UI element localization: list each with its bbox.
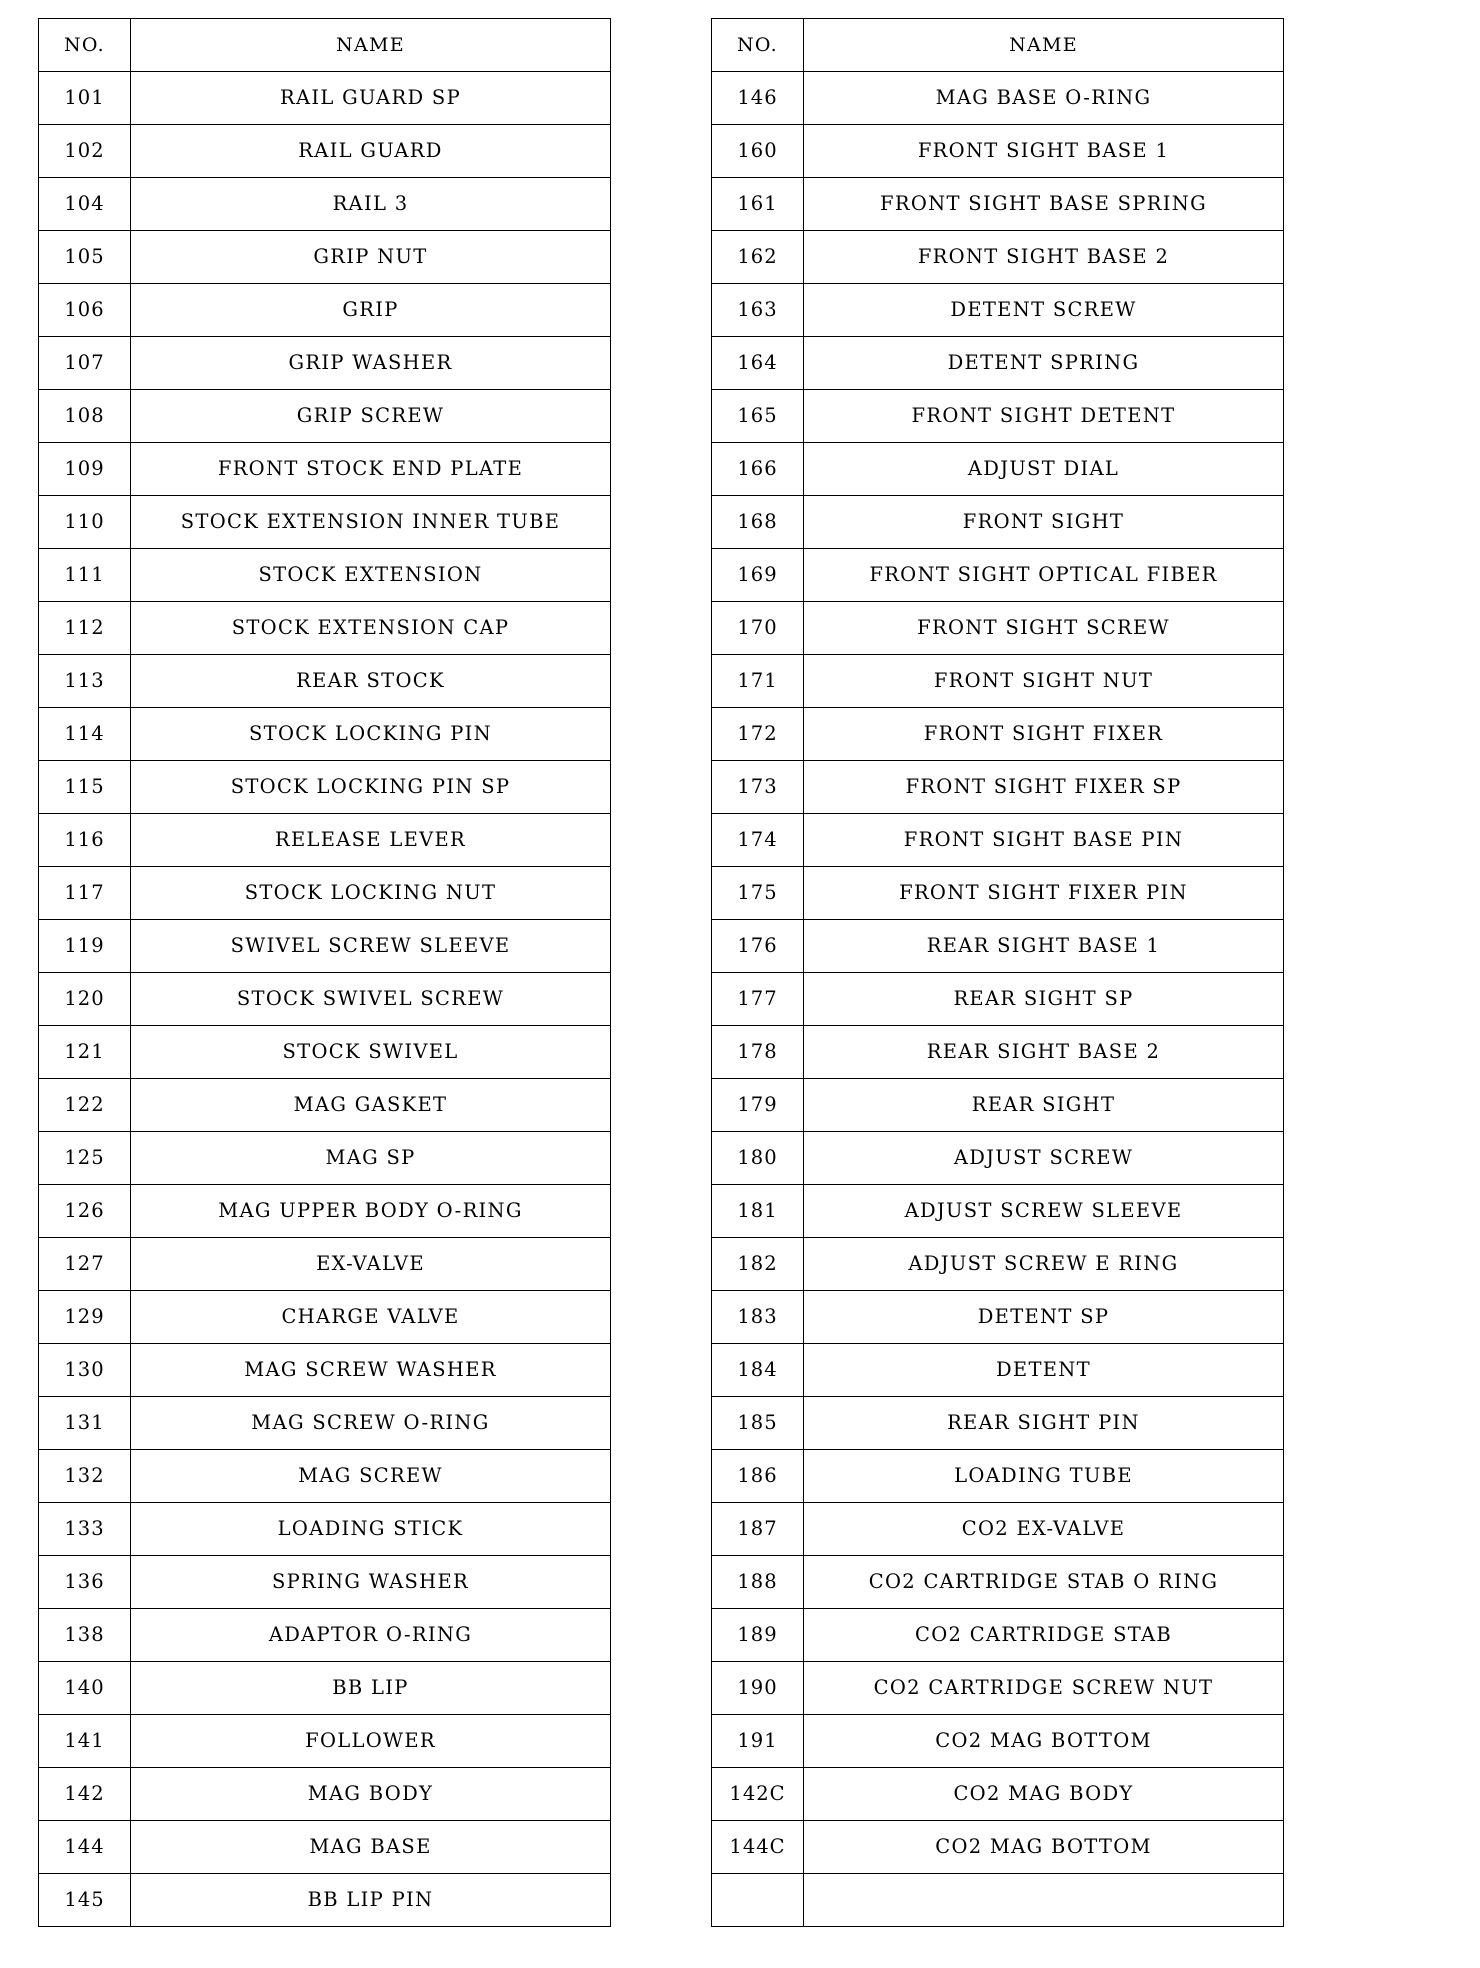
table-row — [39, 1132, 611, 1185]
part-name-cell: STOCK LOCKING NUT — [131, 867, 611, 920]
part-name-cell: GRIP NUT — [131, 231, 611, 284]
part-name-cell — [804, 1874, 1284, 1927]
part-name-cell: REAR SIGHT BASE 2 — [804, 1026, 1284, 1079]
column-header-no: NO. — [712, 19, 804, 72]
table-row — [39, 867, 611, 920]
table-row — [39, 231, 611, 284]
table-row — [39, 1450, 611, 1503]
table-row — [39, 1503, 611, 1556]
part-number-cell: 106 — [39, 284, 131, 337]
part-number-cell: 168 — [712, 496, 804, 549]
part-number-cell: 142 — [39, 1768, 131, 1821]
table-row — [39, 602, 611, 655]
part-name-cell: EX-VALVE — [131, 1238, 611, 1291]
table-row — [712, 1821, 1284, 1874]
part-number-cell: 130 — [39, 1344, 131, 1397]
table-row — [39, 814, 611, 867]
part-number-cell: 109 — [39, 443, 131, 496]
part-number-cell: 166 — [712, 443, 804, 496]
part-number-cell: 127 — [39, 1238, 131, 1291]
table-row — [39, 1715, 611, 1768]
part-number-cell: 170 — [712, 602, 804, 655]
column-header-name: NAME — [131, 19, 611, 72]
part-name-cell: FRONT SIGHT FIXER PIN — [804, 867, 1284, 920]
table-row — [39, 973, 611, 1026]
part-name-cell: LOADING STICK — [131, 1503, 611, 1556]
part-name-cell: CHARGE VALVE — [131, 1291, 611, 1344]
table-row — [39, 1821, 611, 1874]
part-name-cell: FRONT SIGHT FIXER SP — [804, 761, 1284, 814]
part-name-cell: FRONT SIGHT NUT — [804, 655, 1284, 708]
part-name-cell: REAR SIGHT BASE 1 — [804, 920, 1284, 973]
part-number-cell: 179 — [712, 1079, 804, 1132]
part-number-cell: 141 — [39, 1715, 131, 1768]
part-number-cell: 132 — [39, 1450, 131, 1503]
part-name-cell: DETENT SCREW — [804, 284, 1284, 337]
part-number-cell: 140 — [39, 1662, 131, 1715]
table-row — [39, 125, 611, 178]
table-row — [712, 1397, 1284, 1450]
part-number-cell: 102 — [39, 125, 131, 178]
parts-table-right — [711, 18, 1284, 1927]
table-row — [39, 549, 611, 602]
part-name-cell: CO2 CARTRIDGE STAB — [804, 1609, 1284, 1662]
part-name-cell: ADJUST DIAL — [804, 443, 1284, 496]
part-name-cell: REAR SIGHT PIN — [804, 1397, 1284, 1450]
part-number-cell: 185 — [712, 1397, 804, 1450]
table-row — [39, 443, 611, 496]
part-name-cell: ADJUST SCREW SLEEVE — [804, 1185, 1284, 1238]
table-row — [712, 390, 1284, 443]
part-name-cell: STOCK SWIVEL SCREW — [131, 973, 611, 1026]
table-row — [39, 1344, 611, 1397]
part-number-cell: 138 — [39, 1609, 131, 1662]
part-number-cell: 113 — [39, 655, 131, 708]
part-name-cell: RELEASE LEVER — [131, 814, 611, 867]
table-row — [39, 920, 611, 973]
part-number-cell: 183 — [712, 1291, 804, 1344]
table-row — [39, 496, 611, 549]
part-number-cell: 161 — [712, 178, 804, 231]
part-number-cell: 101 — [39, 72, 131, 125]
part-number-cell: 162 — [712, 231, 804, 284]
part-number-cell: 178 — [712, 1026, 804, 1079]
part-number-cell: 172 — [712, 708, 804, 761]
part-name-cell: SPRING WASHER — [131, 1556, 611, 1609]
table-row — [712, 443, 1284, 496]
table-row — [712, 1291, 1284, 1344]
part-number-cell: 176 — [712, 920, 804, 973]
part-number-cell — [712, 1874, 804, 1927]
part-number-cell: 160 — [712, 125, 804, 178]
part-name-cell: FOLLOWER — [131, 1715, 611, 1768]
table-row — [712, 1079, 1284, 1132]
part-name-cell: REAR SIGHT SP — [804, 973, 1284, 1026]
part-name-cell: FRONT SIGHT BASE SPRING — [804, 178, 1284, 231]
table-row — [712, 814, 1284, 867]
table-row — [712, 1026, 1284, 1079]
table-header-row — [712, 19, 1284, 72]
table-row — [39, 1185, 611, 1238]
table-row — [712, 1132, 1284, 1185]
part-number-cell: 191 — [712, 1715, 804, 1768]
part-number-cell: 187 — [712, 1503, 804, 1556]
part-number-cell: 145 — [39, 1874, 131, 1927]
part-name-cell: RAIL GUARD SP — [131, 72, 611, 125]
part-name-cell: BB LIP PIN — [131, 1874, 611, 1927]
part-name-cell: FRONT SIGHT — [804, 496, 1284, 549]
part-number-cell: 186 — [712, 1450, 804, 1503]
table-row — [712, 1715, 1284, 1768]
part-name-cell: FRONT SIGHT OPTICAL FIBER — [804, 549, 1284, 602]
part-number-cell: 174 — [712, 814, 804, 867]
part-name-cell: FRONT SIGHT FIXER — [804, 708, 1284, 761]
part-name-cell: FRONT SIGHT SCREW — [804, 602, 1284, 655]
table-row — [39, 1079, 611, 1132]
table-row — [39, 178, 611, 231]
table-row — [39, 708, 611, 761]
table-row — [712, 602, 1284, 655]
table-row — [39, 1238, 611, 1291]
part-name-cell: DETENT — [804, 1344, 1284, 1397]
part-number-cell: 129 — [39, 1291, 131, 1344]
part-number-cell: 146 — [712, 72, 804, 125]
part-number-cell: 180 — [712, 1132, 804, 1185]
part-name-cell: REAR STOCK — [131, 655, 611, 708]
table-row — [39, 1609, 611, 1662]
part-name-cell: RAIL GUARD — [131, 125, 611, 178]
part-name-cell: MAG BASE — [131, 1821, 611, 1874]
part-name-cell: MAG BASE O-RING — [804, 72, 1284, 125]
part-name-cell: FRONT SIGHT DETENT — [804, 390, 1284, 443]
part-name-cell: STOCK SWIVEL — [131, 1026, 611, 1079]
part-number-cell: 136 — [39, 1556, 131, 1609]
part-name-cell: FRONT STOCK END PLATE — [131, 443, 611, 496]
part-name-cell: STOCK EXTENSION INNER TUBE — [131, 496, 611, 549]
part-name-cell: STOCK EXTENSION CAP — [131, 602, 611, 655]
part-name-cell: STOCK LOCKING PIN — [131, 708, 611, 761]
table-row — [712, 1185, 1284, 1238]
part-number-cell: 112 — [39, 602, 131, 655]
part-number-cell: 104 — [39, 178, 131, 231]
part-number-cell: 125 — [39, 1132, 131, 1185]
part-number-cell: 133 — [39, 1503, 131, 1556]
table-row — [712, 973, 1284, 1026]
table-row — [712, 549, 1284, 602]
table-row — [712, 920, 1284, 973]
part-number-cell: 182 — [712, 1238, 804, 1291]
part-name-cell: CO2 MAG BOTTOM — [804, 1715, 1284, 1768]
table-row — [712, 1556, 1284, 1609]
column-header-name: NAME — [804, 19, 1284, 72]
part-name-cell: ADAPTOR O-RING — [131, 1609, 611, 1662]
part-name-cell: DETENT SP — [804, 1291, 1284, 1344]
table-row — [712, 1344, 1284, 1397]
table-row — [712, 231, 1284, 284]
table-row — [39, 1291, 611, 1344]
part-number-cell: 116 — [39, 814, 131, 867]
part-number-cell: 184 — [712, 1344, 804, 1397]
table-row — [712, 125, 1284, 178]
part-number-cell: 119 — [39, 920, 131, 973]
part-number-cell: 126 — [39, 1185, 131, 1238]
part-number-cell: 163 — [712, 284, 804, 337]
part-number-cell: 115 — [39, 761, 131, 814]
part-number-cell: 121 — [39, 1026, 131, 1079]
part-name-cell: GRIP WASHER — [131, 337, 611, 390]
table-row — [39, 655, 611, 708]
part-number-cell: 142C — [712, 1768, 804, 1821]
part-number-cell: 189 — [712, 1609, 804, 1662]
part-number-cell: 105 — [39, 231, 131, 284]
part-name-cell: CO2 CARTRIDGE SCREW NUT — [804, 1662, 1284, 1715]
part-number-cell: 120 — [39, 973, 131, 1026]
part-name-cell: GRIP SCREW — [131, 390, 611, 443]
part-number-cell: 175 — [712, 867, 804, 920]
table-row — [712, 708, 1284, 761]
table-row — [39, 72, 611, 125]
part-name-cell: MAG GASKET — [131, 1079, 611, 1132]
part-name-cell: LOADING TUBE — [804, 1450, 1284, 1503]
part-name-cell: STOCK LOCKING PIN SP — [131, 761, 611, 814]
part-name-cell: MAG SCREW WASHER — [131, 1344, 611, 1397]
part-number-cell: 110 — [39, 496, 131, 549]
table-row — [712, 1503, 1284, 1556]
parts-table-left — [38, 18, 611, 1927]
part-number-cell: 122 — [39, 1079, 131, 1132]
table-row — [39, 1768, 611, 1821]
table-row — [712, 761, 1284, 814]
table-row — [712, 72, 1284, 125]
part-number-cell: 107 — [39, 337, 131, 390]
part-number-cell: 164 — [712, 337, 804, 390]
table-row — [712, 1450, 1284, 1503]
table-row — [712, 337, 1284, 390]
part-name-cell: ADJUST SCREW E RING — [804, 1238, 1284, 1291]
table-row — [712, 1874, 1284, 1927]
part-name-cell: GRIP — [131, 284, 611, 337]
part-name-cell: REAR SIGHT — [804, 1079, 1284, 1132]
part-name-cell: STOCK EXTENSION — [131, 549, 611, 602]
part-name-cell: BB LIP — [131, 1662, 611, 1715]
part-number-cell: 169 — [712, 549, 804, 602]
table-row — [712, 1768, 1284, 1821]
part-name-cell: MAG SP — [131, 1132, 611, 1185]
part-number-cell: 171 — [712, 655, 804, 708]
part-name-cell: CO2 MAG BODY — [804, 1768, 1284, 1821]
part-number-cell: 188 — [712, 1556, 804, 1609]
table-row — [39, 1662, 611, 1715]
part-number-cell: 190 — [712, 1662, 804, 1715]
table-row — [39, 1026, 611, 1079]
table-row — [712, 655, 1284, 708]
table-row — [712, 1238, 1284, 1291]
column-header-no: NO. — [39, 19, 131, 72]
part-number-cell: 173 — [712, 761, 804, 814]
table-row — [39, 761, 611, 814]
part-number-cell: 108 — [39, 390, 131, 443]
table-row — [39, 284, 611, 337]
part-name-cell: FRONT SIGHT BASE 1 — [804, 125, 1284, 178]
table-header-row — [39, 19, 611, 72]
table-row — [712, 1609, 1284, 1662]
table-row — [39, 1397, 611, 1450]
table-row — [39, 1556, 611, 1609]
table-row — [712, 496, 1284, 549]
part-name-cell: CO2 CARTRIDGE STAB O RING — [804, 1556, 1284, 1609]
part-name-cell: MAG BODY — [131, 1768, 611, 1821]
part-name-cell: DETENT SPRING — [804, 337, 1284, 390]
part-number-cell: 181 — [712, 1185, 804, 1238]
table-row — [39, 337, 611, 390]
part-number-cell: 131 — [39, 1397, 131, 1450]
part-number-cell: 165 — [712, 390, 804, 443]
part-name-cell: MAG UPPER BODY O-RING — [131, 1185, 611, 1238]
part-number-cell: 177 — [712, 973, 804, 1026]
part-name-cell: FRONT SIGHT BASE PIN — [804, 814, 1284, 867]
part-name-cell: ADJUST SCREW — [804, 1132, 1284, 1185]
part-number-cell: 111 — [39, 549, 131, 602]
part-name-cell: MAG SCREW — [131, 1450, 611, 1503]
table-row — [39, 1874, 611, 1927]
table-row — [712, 284, 1284, 337]
part-name-cell: RAIL 3 — [131, 178, 611, 231]
part-name-cell: MAG SCREW O-RING — [131, 1397, 611, 1450]
part-number-cell: 117 — [39, 867, 131, 920]
part-name-cell: CO2 EX-VALVE — [804, 1503, 1284, 1556]
table-row — [712, 867, 1284, 920]
part-number-cell: 114 — [39, 708, 131, 761]
part-name-cell: CO2 MAG BOTTOM — [804, 1821, 1284, 1874]
table-row — [712, 1662, 1284, 1715]
part-name-cell: FRONT SIGHT BASE 2 — [804, 231, 1284, 284]
part-number-cell: 144 — [39, 1821, 131, 1874]
part-name-cell: SWIVEL SCREW SLEEVE — [131, 920, 611, 973]
part-number-cell: 144C — [712, 1821, 804, 1874]
table-row — [39, 390, 611, 443]
table-row — [712, 178, 1284, 231]
